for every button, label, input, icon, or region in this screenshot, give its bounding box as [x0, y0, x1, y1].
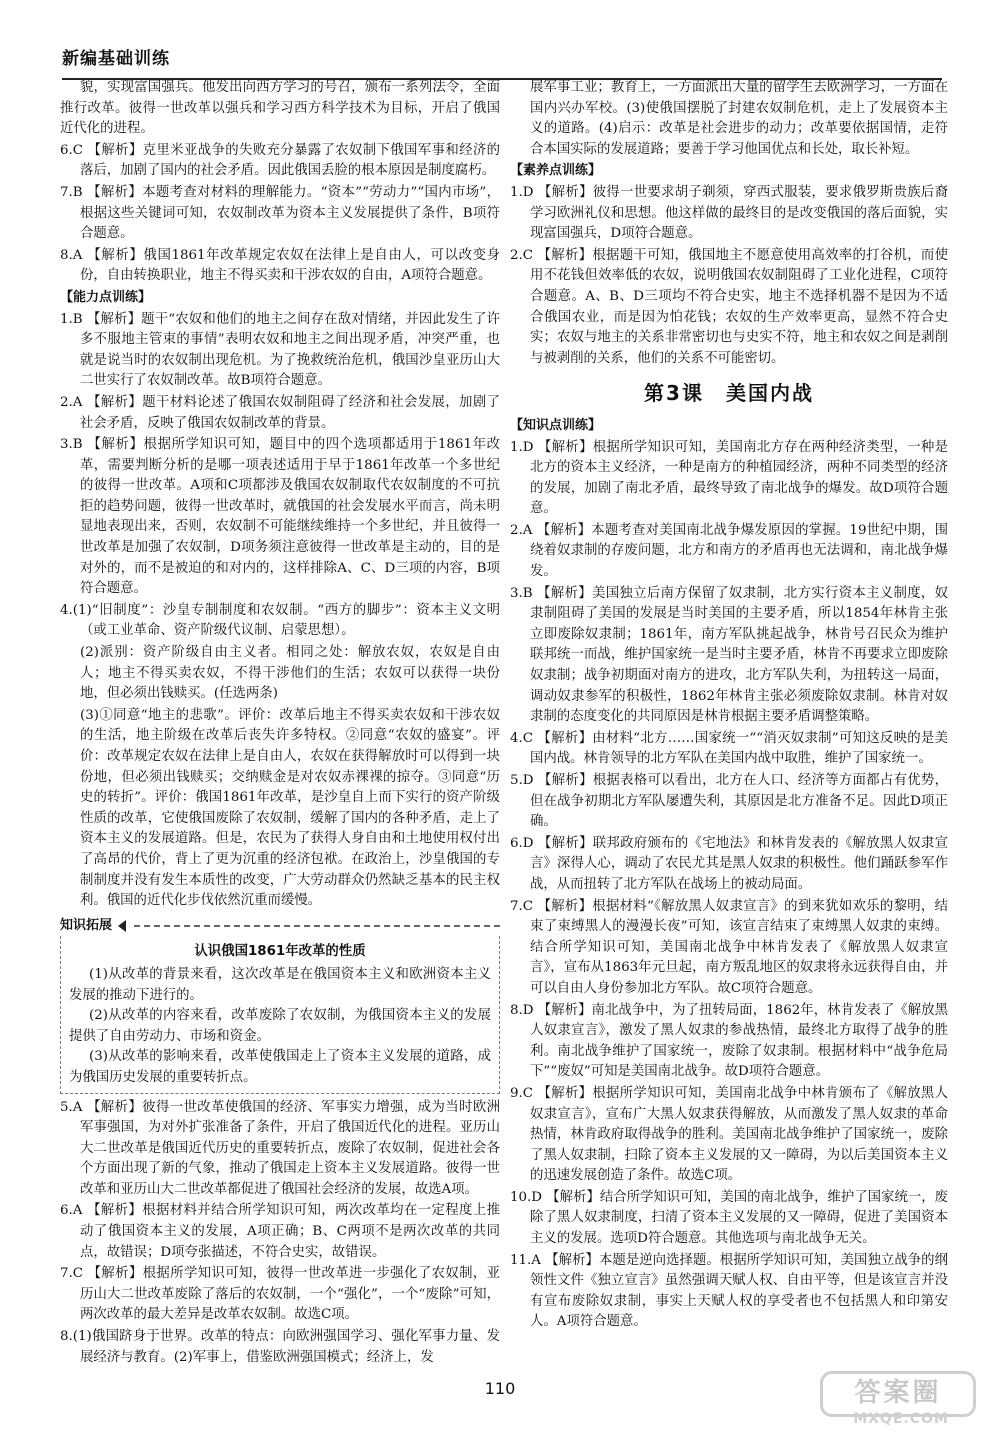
- answer-item: 6.D 【解析】联邦政府颁布的《宅地法》和林肯发表的《解放黑人奴隶宣言》深得人心，调动了农民尤其是黑人奴隶的积极性。他们踊跃参军作战，从而扭转了北方军队在战场上的被动局面。: [510, 835, 948, 892]
- answer-item: 貌，实现富国强兵。他发出向西方学习的号召，颁布一系列法令，全面推行改革。彼得一世改革以强兵和学习西方科学技术为目标，开启了俄国近代化的进程。: [60, 80, 500, 137]
- book-title: 新编基础训练: [62, 49, 170, 69]
- page-number: 110: [484, 1379, 516, 1398]
- right-column: [510, 78, 948, 1334]
- watermark-url: MXQE.COM: [853, 1411, 949, 1427]
- answer-item: 6.C 【解析】克里米亚战争的失败充分暴露了农奴制下俄国军事和经济的落后，加剧了国内的社会矛盾。因此俄国丢脸的根本原因是制度腐朽。: [60, 142, 500, 179]
- answer-item: 4.C 【解析】由材料“北方……国家统一”“消灭奴隶制”可知这反映的是美国内战。林肯领导的北方军队在美国内战中取胜，维护了国家统一。: [510, 730, 948, 767]
- answer-item: 7.C 【解析】根据所学知识可知，彼得一世改革进一步强化了农奴制，亚历山大二世改革废除了落后的农奴制，一个“强化”，一个“废除”可知，两次改革的最大差异是改革农奴制。故选C项。: [60, 1266, 500, 1323]
- answer-item: 1.D 【解析】根据所学知识可知，美国南北方存在两种经济类型，一种是北方的资本主义经济，一种是南方的种植园经济，两种不同类型的经济的发展，加剧了南北矛盾，最终导致了南北战争的爆发。故D项符合题意。: [510, 439, 948, 517]
- answer-item: 6.A 【解析】根据材料并结合所学知识可知，两次改革均在一定程度上推动了俄国资本主义的发展，A项正确；B、C两项不是两次改革的共同点，故错误；D项夸张描述，不符合史实，故错误。: [60, 1203, 500, 1260]
- answer-item: 7.C 【解析】根据材料“《解放黑人奴隶宣言》的到来犹如欢乐的黎明，结束了束缚黑人的漫漫长夜”可知，该宣言结束了束缚黑人奴隶的束缚。结合所学知识可知，美国南北战争中林肯发表了《解放黑人奴隶宣言》，宣布从1863年元旦起，南方叛乱地区的奴隶将永远获得自由，并可以自由人身份参加北方军队。故C项符合题意。: [510, 898, 948, 996]
- knowledge-box-header: [60, 916, 500, 937]
- answer-item: 2.A 【解析】本题考查对美国南北战争爆发原因的掌握。19世纪中期，围绕着奴隶制的存废问题，北方和南方的矛盾再也无法调和，南北战争爆发。: [510, 522, 948, 580]
- answer-item: (3)①同意“地主的悲歌”。评价：改革后地主不得买卖农奴和干涉农奴的生活，地主阶级在改革后丧失许多特权。②同意“农奴的盛宴”。评价：改革规定农奴在法律上是自由人，农奴在获得解放时可以得到一块份地，但必须出钱赎买；交纳赎金是对农奴赤裸裸的掠夺。③同意“历史的转折”。评价：俄国1861年改革，是沙皇自上而下实行的资产阶级性质的改革，它使俄国废除了农奴制，缓解了国内的各种矛盾，走上了资本主义的发展道路。但是，农民为了获得人身自由和土地使用权付出了高昂的代价，背上了更为沉重的经济包袱。在政治上，沙皇俄国的专制制度并没有发生本质性的改变，广大劳动群众仍然缺乏基本的民主权利。俄国的近代化步伐依然沉重而缓慢。: [80, 707, 500, 909]
- answer-item: 1.D 【解析】彼得一世要求胡子剃须，穿西式服装，要求俄罗斯贵族后裔学习欧洲礼仪和思想。他这样做的最终目的是改变俄国的落后面貌，实现富国强兵，D项符合题意。: [510, 184, 948, 242]
- answer-item: 7.B 【解析】本题考查对材料的理解能力。“资本”“劳动力”“国内市场”，根据这些关键词可知，农奴制改革为资本主义发展提供了条件，B项符合题意。: [60, 184, 500, 242]
- knowledge-box-body: [60, 936, 500, 1093]
- answer-item: 8.A 【解析】俄国1861年改革规定农奴在法律上是自由人，可以改变身份，自由转换职业，地主不得买卖和干涉农奴的自由，A项符合题意。: [60, 247, 500, 284]
- answer-item: 3.B 【解析】美国独立后南方保留了奴隶制，北方实行资本主义制度，奴隶制阻碍了美国的发展是当时美国的主要矛盾，所以1854年林肯主张立即废除奴隶制；1861年，南方军队挑起战争，林肯号召民众为维护联邦统一而战，维护国家统一是当时主要矛盾，林肯不再要求立即废除奴隶制；战争初期面对南方的进攻，北方军队失利，为扭转这一局面，调动奴隶参军的积极性，1862年林肯主张必须废除奴隶制。林肯对奴隶制的态度变化的共同原因是林肯根据主要矛盾调整策略。: [510, 585, 948, 725]
- answer-item: 2.A 【解析】题干材料论述了俄国农奴制阻碍了经济和社会发展，加剧了社会矛盾，反映了俄国农奴制改革的背景。: [60, 394, 500, 431]
- answer-item: (2)派别：资产阶级自由主义者。相同之处：解放农奴，农奴是自由人；地主不得买卖农奴，不得干涉他们的生活；农奴可以获得一块份地，但必须出钱赎买。(任选两条): [80, 645, 500, 702]
- knowledge-box: [60, 916, 500, 1094]
- lesson-title: 第3课 美国内战: [644, 381, 814, 406]
- answer-item: 4.(1)“旧制度”：沙皇专制制度和农奴制。“西方的脚步”：资本主义文明（或工业革命、资产阶级代议制、启蒙思想）。: [60, 602, 500, 639]
- section-heading: 【素养点训练】: [510, 163, 602, 179]
- answer-item: 8.(1)俄国跻身于世界。改革的特点：向欧洲强国学习、强化军事力量、发展经济与教育。(2)军事上，借鉴欧洲强国模式；经济上，发: [60, 1329, 500, 1365]
- answer-item: 展军事工业；教育上，一方面派出大量的留学生去欧洲学习，一方面在国内兴办军校。(3)使俄国摆脱了封建农奴制危机，走上了发展资本主义的道路。(4)启示：改革是社会进步的动力；改革要依据国情，走符合本国实际的发展道路；要善于学习他国优点和长处，取长补短。: [530, 80, 948, 157]
- answer-item: 9.C 【解析】根据所学知识可知，美国南北战争中林肯颁布了《解放黑人奴隶宣言》，宣布广大黑人奴隶获得解放，从而激发了黑人奴隶的革命热情，林肯政府取得战争的胜利。美国南北战争维护了国家统一，废除了黑人奴隶制，扫除了资本主义发展的又一障碍，为以后美国资本主义的迅速发展创造了条件。故选C项。: [510, 1085, 948, 1184]
- section-heading: 【知识点训练】: [510, 417, 602, 433]
- knowledge-box-paragraph: (3)从改革的影响来看，改革使俄国走上了资本主义发展的道路，成为俄国历史发展的重要转折点。: [69, 1049, 491, 1085]
- knowledge-box-title: 认识俄国1861年改革的性质: [194, 944, 366, 960]
- answer-item: 11.A 【解析】本题是逆向选择题。根据所学知识可知，美国独立战争的纲领性文件《独立宣言》虽然强调天赋人权、自由平等，但是该宣言并没有宣布废除奴隶制，事实上天赋人权的享受者也不包括黑人和印第安人。A项符合题意。: [510, 1252, 948, 1330]
- knowledge-box-label: 知识拓展: [60, 917, 113, 933]
- section-heading: 【能力点训练】: [60, 289, 152, 305]
- knowledge-box-paragraph: (1)从改革的背景来看，这次改革是在俄国资本主义和欧洲资本主义发展的推动下进行的。: [69, 966, 491, 1003]
- left-column: [60, 78, 500, 1369]
- answer-item: 1.B 【解析】题干“农奴和他们的地主之间存在敌对情绪，并因此发生了许多不服地主管束的事情”表明农奴和地主之间出现矛盾，冲突严重，也就是说当时的农奴制出现危机。为了挽救统治危机，俄国沙皇亚历山大二世实行了农奴制改革。故B项符合题意。: [60, 311, 500, 389]
- answer-item: 3.B 【解析】根据所学知识可知，题目中的四个选项都适用于1861年改革，需要判断分析的是哪一项表述适用于早于1861年改革一个多世纪的彼得一世改革。A项和C项都涉及俄国农奴制取代农奴制度的不可抗拒的趋势问题，彼得一世改革时，就俄国的社会发展水平而言，尚未明显地表现出来，否则，农奴制不可能继续维持一个多世纪，并且彼得一世改革是加强了农奴制，D项务须注意彼得一世改革是主动的，目的是对外的，而不是被迫的和对内的，这样排除A、C、D三项的内容，B项符合题意。: [60, 437, 500, 597]
- answer-item: 2.C 【解析】根据题干可知，俄国地主不愿意使用高效率的打谷机，而使用不花钱但效率低的农奴，说明俄国农奴制阻碍了工业化进程，C项符合题意。A、B、D三项均不符合史实，地主不选择机器不是因为不适合俄国农业，而是因为怕花钱；农奴的生产效率更高，显然不符合史实；农奴与地主的关系非常密切也与史实不符，地主和农奴之间是剥削与被剥削的关系，他们的关系不可能密切。: [510, 247, 948, 366]
- knowledge-box-paragraph: (2)从改革的内容来看，改革废除了农奴制，为俄国资本主义的发展提供了自由劳动力、市场和资金。: [69, 1008, 491, 1044]
- answer-item: 5.D 【解析】根据表格可以看出，北方在人口、经济等方面都占有优势，但在战争初期北方军队屡遭失利，其原因是北方准备不足。因此D项正确。: [510, 773, 948, 830]
- answer-item: 5.A 【解析】彼得一世改革使俄国的经济、军事实力增强，成为当时欧洲军事强国，为对外扩张准备了条件，开启了俄国近代化的进程。亚历山大二世改革是俄国近代历史的重要转折点，废除了农奴制，促进社会各个方面出现了新的气象，推动了俄国走上资本主义发展道路。彼得一世改革和亚历山大二世改革都促进了俄国社会经济的发展，故选A项。: [60, 1099, 500, 1197]
- dashed-rule: [134, 925, 500, 927]
- site-watermark: [826, 1371, 976, 1425]
- speaker-icon: [118, 920, 126, 932]
- answer-item: 10.D 【解析】结合所学知识可知，美国的南北战争，维护了国家统一，废除了黑人奴隶制度，扫清了资本主义发展的又一障碍，促进了美国资本主义的发展。选项D符合题意。其他选项与南北战争无关。: [510, 1189, 949, 1247]
- watermark-logo: 答案圈: [820, 1371, 976, 1417]
- answer-item: 8.D 【解析】南北战争中，为了扭转局面，1862年，林肯发表了《解放黑人奴隶宣言》，激发了黑人奴隶的参战热情，最终北方取得了战争的胜利。南北战争维护了国家统一，废除了奴隶制。根据材料中“战争危局下”“废奴”可知是美国南北战争。故D项符合题意。: [510, 1002, 948, 1080]
